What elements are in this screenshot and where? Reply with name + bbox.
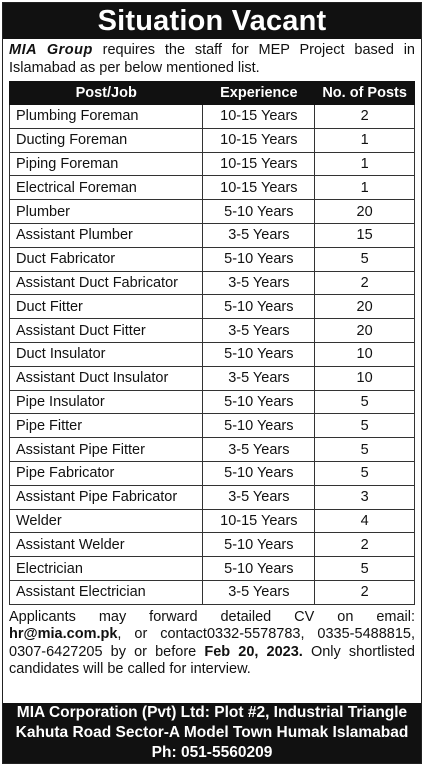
cell-posts: 2 xyxy=(315,105,415,129)
cell-experience: 3-5 Years xyxy=(203,366,315,390)
table-row xyxy=(10,223,415,247)
cell-post: Electrical Foreman xyxy=(10,176,203,200)
cell-posts: 2 xyxy=(315,580,415,604)
footer-address xyxy=(3,703,421,763)
cell-posts: 5 xyxy=(315,461,415,485)
cell-posts: 5 xyxy=(315,390,415,414)
cell-post: Ducting Foreman xyxy=(10,128,203,152)
cell-post: Piping Foreman xyxy=(10,152,203,176)
job-advertisement xyxy=(2,2,422,764)
table-row xyxy=(10,509,415,533)
email-link[interactable]: hr@mia.com.pk xyxy=(9,626,118,643)
cell-post: Pipe Fabricator xyxy=(10,461,203,485)
cell-experience: 5-10 Years xyxy=(203,557,315,581)
cell-experience: 3-5 Years xyxy=(203,271,315,295)
table-row xyxy=(10,580,415,604)
vacancy-table xyxy=(9,81,415,605)
cell-posts: 3 xyxy=(315,485,415,509)
cell-posts: 20 xyxy=(315,319,415,343)
table-row xyxy=(10,461,415,485)
cell-post: Pipe Fitter xyxy=(10,414,203,438)
cell-posts: 5 xyxy=(315,557,415,581)
table-row xyxy=(10,295,415,319)
cell-post: Assistant Plumber xyxy=(10,223,203,247)
column-header-posts: No. of Posts xyxy=(315,82,415,105)
cell-experience: 5-10 Years xyxy=(203,533,315,557)
table-row xyxy=(10,105,415,129)
table-row xyxy=(10,247,415,271)
table-row xyxy=(10,342,415,366)
note-text-2: , or contact0332-5578783, 0335-5488815, 0307-6427205 by or before xyxy=(9,626,415,660)
cell-experience: 10-15 Years xyxy=(203,509,315,533)
cell-post: Assistant Pipe Fitter xyxy=(10,438,203,462)
cell-posts: 10 xyxy=(315,342,415,366)
cell-posts: 10 xyxy=(315,366,415,390)
cell-experience: 3-5 Years xyxy=(203,485,315,509)
cell-post: Assistant Duct Fabricator xyxy=(10,271,203,295)
cell-posts: 5 xyxy=(315,438,415,462)
cell-posts: 4 xyxy=(315,509,415,533)
cell-posts: 20 xyxy=(315,295,415,319)
cell-post: Duct Fabricator xyxy=(10,247,203,271)
cell-post: Duct Insulator xyxy=(10,342,203,366)
cell-experience: 5-10 Years xyxy=(203,342,315,366)
table-header-row xyxy=(10,82,415,105)
application-note xyxy=(3,605,421,679)
column-header-experience: Experience xyxy=(203,82,315,105)
cell-experience: 3-5 Years xyxy=(203,319,315,343)
cell-post: Assistant Pipe Fabricator xyxy=(10,485,203,509)
table-row xyxy=(10,152,415,176)
cell-posts: 2 xyxy=(315,533,415,557)
cell-experience: 3-5 Years xyxy=(203,580,315,604)
cell-experience: 5-10 Years xyxy=(203,295,315,319)
deadline-date: Feb 20, 2023. xyxy=(204,643,303,660)
cell-experience: 5-10 Years xyxy=(203,414,315,438)
cell-experience: 5-10 Years xyxy=(203,461,315,485)
table-row xyxy=(10,200,415,224)
cell-experience: 10-15 Years xyxy=(203,128,315,152)
cell-posts: 15 xyxy=(315,223,415,247)
cell-experience: 5-10 Years xyxy=(203,247,315,271)
cell-experience: 10-15 Years xyxy=(203,105,315,129)
note-text-3: Only shortlisted candidates will be called for interview. xyxy=(9,643,415,678)
cell-post: Assistant Duct Fitter xyxy=(10,319,203,343)
footer-line-company: MIA Corporation (Pvt) Ltd: Plot #2, Industrial Triangle xyxy=(16,704,408,721)
footer-line-phone: Ph: 051-5560209 xyxy=(151,744,273,761)
table-row xyxy=(10,485,415,509)
cell-experience: 3-5 Years xyxy=(203,223,315,247)
column-header-post: Post/Job xyxy=(10,82,203,105)
page-title: Situation Vacant xyxy=(3,3,421,39)
cell-posts: 2 xyxy=(315,271,415,295)
cell-post: Duct Fitter xyxy=(10,295,203,319)
table-row xyxy=(10,414,415,438)
cell-posts: 5 xyxy=(315,247,415,271)
intro-paragraph xyxy=(3,39,421,81)
cell-post: Electrician xyxy=(10,557,203,581)
cell-experience: 3-5 Years xyxy=(203,438,315,462)
cell-posts: 1 xyxy=(315,128,415,152)
cell-post: Assistant Duct Insulator xyxy=(10,366,203,390)
footer-line-address: Kahuta Road Sector-A Model Town Humak Islamabad xyxy=(15,724,409,741)
cell-posts: 5 xyxy=(315,414,415,438)
table-row xyxy=(10,176,415,200)
company-name: MIA Group xyxy=(9,42,93,58)
cell-experience: 5-10 Years xyxy=(203,200,315,224)
cell-experience: 5-10 Years xyxy=(203,390,315,414)
cell-post: Assistant Welder xyxy=(10,533,203,557)
cell-post: Welder xyxy=(10,509,203,533)
note-text-1: Applicants may forward detailed CV on email: xyxy=(9,608,415,625)
cell-posts: 1 xyxy=(315,176,415,200)
intro-text: requires the staff for MEP Project based in Islamabad as per below mentioned list. xyxy=(9,42,415,76)
table-row xyxy=(10,533,415,557)
table-body xyxy=(10,105,415,605)
cell-post: Pipe Insulator xyxy=(10,390,203,414)
table-row xyxy=(10,438,415,462)
cell-post: Plumbing Foreman xyxy=(10,105,203,129)
cell-post: Assistant Electrician xyxy=(10,580,203,604)
cell-posts: 1 xyxy=(315,152,415,176)
table-row xyxy=(10,319,415,343)
table-row xyxy=(10,128,415,152)
table-row xyxy=(10,366,415,390)
table-row xyxy=(10,557,415,581)
cell-experience: 10-15 Years xyxy=(203,152,315,176)
cell-post: Plumber xyxy=(10,200,203,224)
table-row xyxy=(10,271,415,295)
cell-posts: 20 xyxy=(315,200,415,224)
cell-experience: 10-15 Years xyxy=(203,176,315,200)
table-row xyxy=(10,390,415,414)
